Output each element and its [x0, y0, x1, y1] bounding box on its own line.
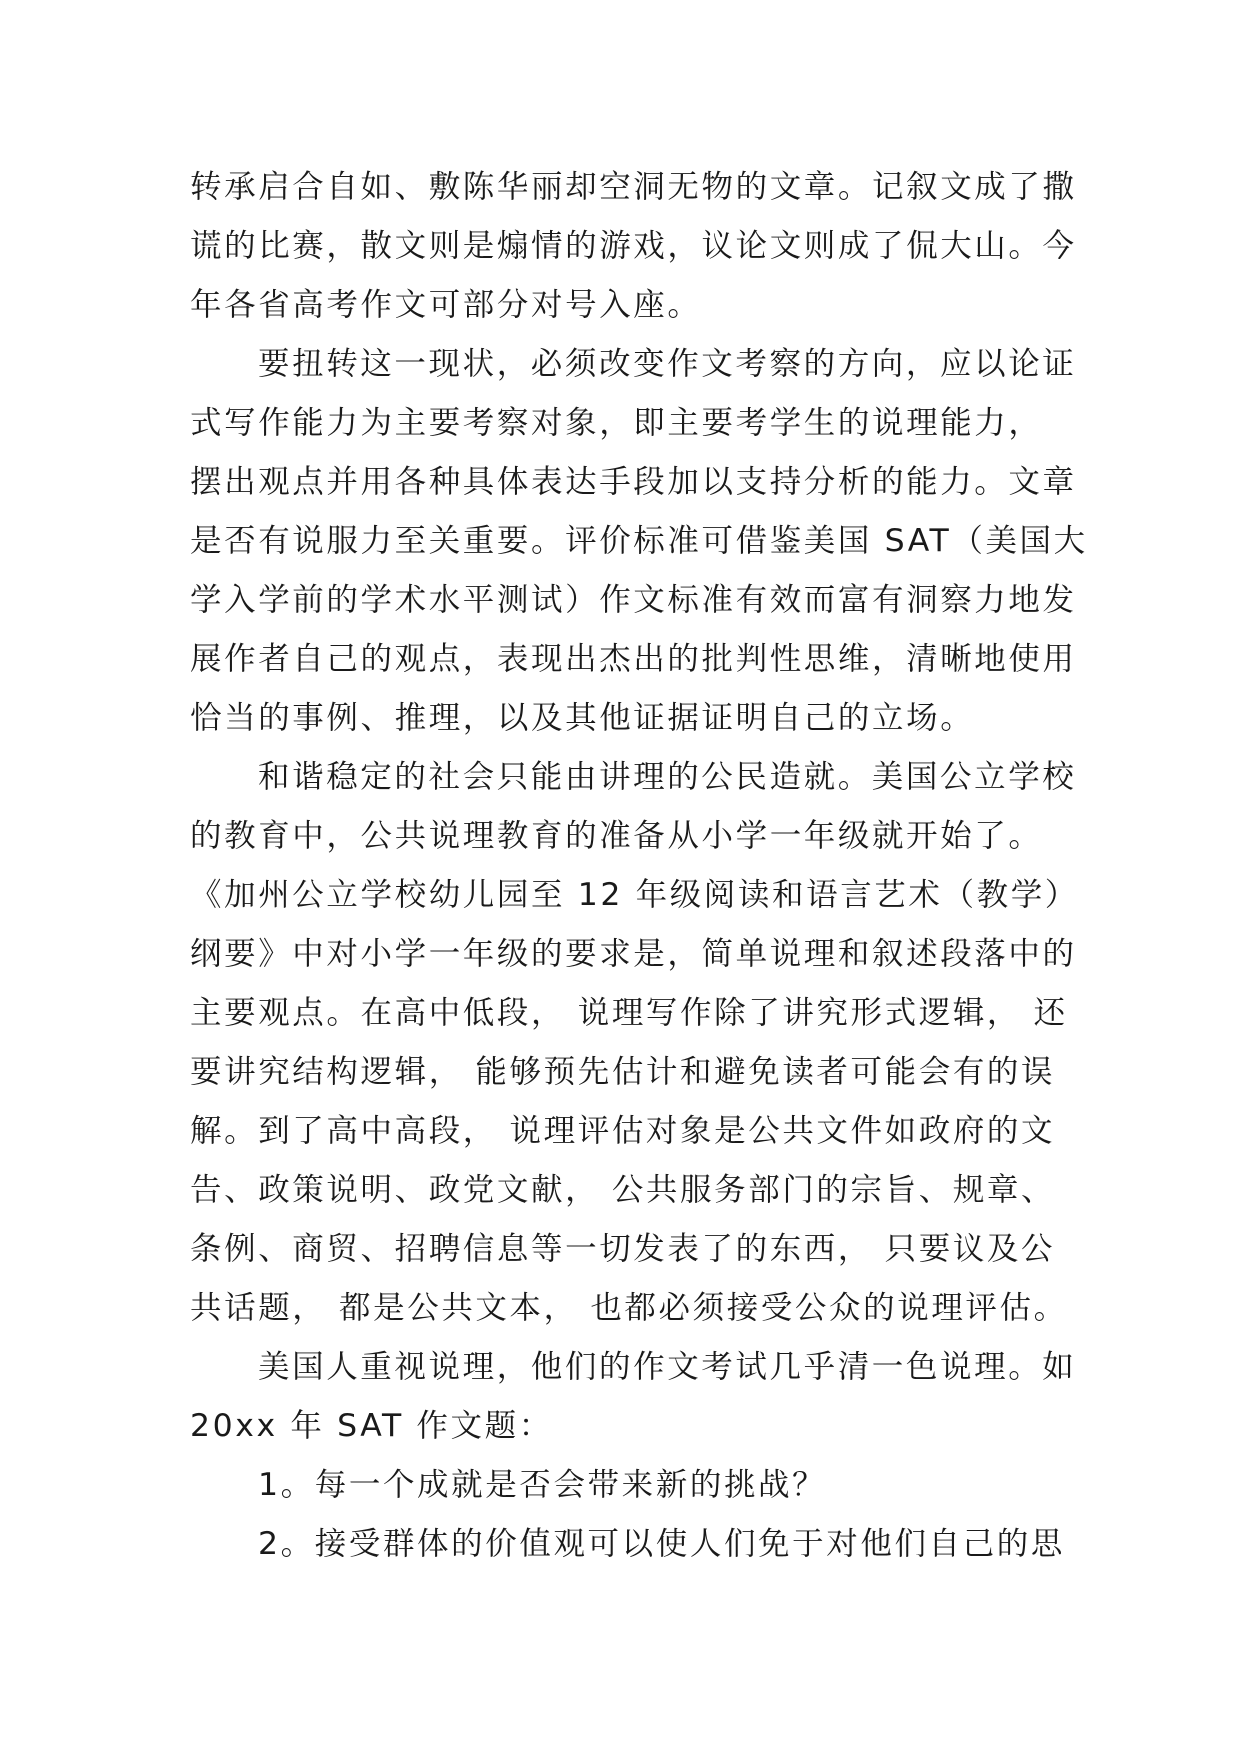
text-line: 共话题， 都是公共文本， 也都必须接受公众的说理评估。	[190, 1290, 1068, 1326]
text-line: 摆出观点并用各种具体表达手段加以支持分析的能力。文章	[190, 464, 1077, 500]
text-line: 转承启合自如、敷陈华丽却空洞无物的文章。记叙文成了撒	[190, 169, 1077, 205]
text-line: 学入学前的学术水平测试）作文标准有效而富有洞察力地发	[190, 582, 1077, 618]
text-line: 式写作能力为主要考察对象，即主要考学生的说理能力，	[190, 405, 1043, 441]
list-item: 2。接受群体的价值观可以使人们免于对他们自己的思	[258, 1526, 1065, 1562]
text-line: 是否有说服力至关重要。评价标准可借鉴美国 SAT（美国大	[190, 523, 1088, 559]
text-line: 要讲究结构逻辑， 能够预先估计和避免读者可能会有的误	[190, 1054, 1056, 1090]
text-line: 的教育中，公共说理教育的准备从小学一年级就开始了。	[190, 818, 1043, 854]
text-line: 20xx 年 SAT 作文题：	[190, 1408, 553, 1444]
text-line: 纲要》中对小学一年级的要求是，简单说理和叙述段落中的	[190, 936, 1077, 972]
body-text	[190, 158, 1088, 1574]
text-line: 主要观点。在高中低段， 说理写作除了讲究形式逻辑， 还	[190, 995, 1068, 1031]
text-line: 年各省高考作文可部分对号入座。	[190, 287, 702, 323]
text-line: 条例、商贸、招聘信息等一切发表了的东西， 只要议及公	[190, 1231, 1056, 1267]
text-line: 恰当的事例、推理，以及其他证据证明自己的立场。	[190, 700, 975, 736]
text-line: 《加州公立学校幼儿园至 12 年级阅读和语言艺术（教学）	[190, 877, 1079, 913]
text-line: 展作者自己的观点，表现出杰出的批判性思维，清晰地使用	[190, 641, 1077, 677]
text-line: 告、政策说明、政党文献， 公共服务部门的宗旨、规章、	[190, 1172, 1056, 1208]
paragraph-first-line: 要扭转这一现状，必须改变作文考察的方向，应以论证	[258, 346, 1077, 382]
paragraph-first-line: 和谐稳定的社会只能由讲理的公民造就。美国公立学校	[258, 759, 1077, 795]
paragraph-first-line: 美国人重视说理，他们的作文考试几乎清一色说理。如	[258, 1349, 1077, 1385]
list-item: 1。每一个成就是否会带来新的挑战？	[258, 1467, 827, 1503]
text-line: 谎的比赛，散文则是煽情的游戏，议论文则成了侃大山。今	[190, 228, 1077, 264]
text-line: 解。到了高中高段， 说理评估对象是公共文件如政府的文	[190, 1113, 1056, 1149]
